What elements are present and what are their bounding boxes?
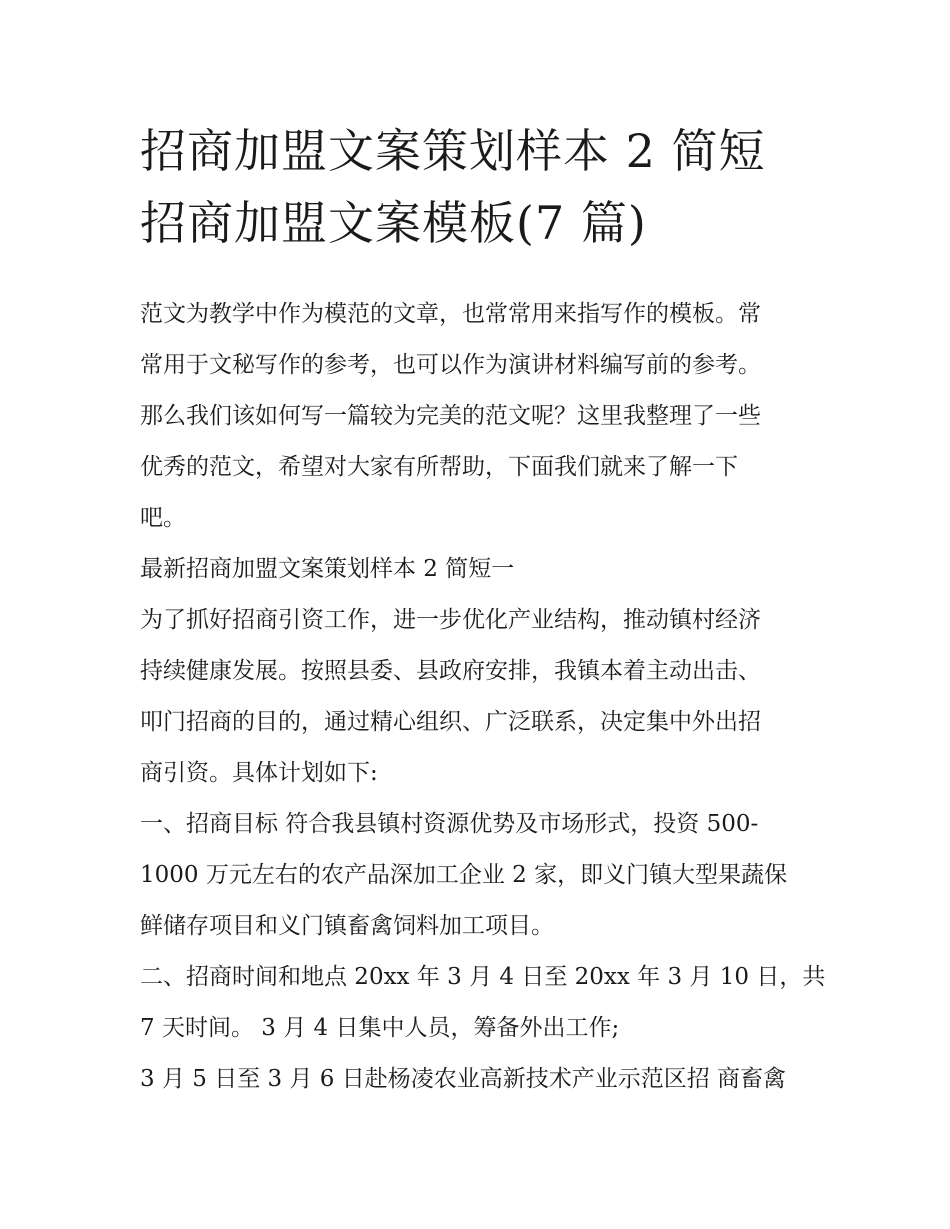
document-content bbox=[140, 115, 826, 1105]
intro-paragraph bbox=[140, 289, 820, 544]
title-line: 招商加盟文案策划样本 2 简短 bbox=[140, 124, 766, 178]
schedule-detail-paragraph bbox=[140, 1054, 820, 1105]
text-line: 二、招商时间和地点 20xx 年 3 月 4 日至 20xx 年 3 月 10 日，共 bbox=[140, 964, 826, 990]
title-line: 招商加盟文案模板(7 篇) bbox=[140, 196, 647, 250]
text-line: 持续健康发展。按照县委、县政府安排，我镇本着主动出击、 bbox=[140, 658, 761, 684]
text-line: 那么我们该如何写一篇较为完美的范文呢？这里我整理了一些 bbox=[140, 403, 761, 429]
text-line: 叩门招商的目的，通过精心组织、广泛联系，决定集中外出招 bbox=[140, 709, 761, 735]
document-title bbox=[140, 115, 820, 259]
text-line: 优秀的范文，希望对大家有所帮助，下面我们就来了解一下 bbox=[140, 454, 738, 480]
plan-paragraph bbox=[140, 595, 820, 799]
section-heading bbox=[140, 544, 820, 595]
goal-paragraph bbox=[140, 799, 820, 952]
text-line: 范文为教学中作为模范的文章，也常常用来指写作的模板。常 bbox=[140, 301, 761, 327]
text-line: 商引资。具体计划如下: bbox=[140, 760, 378, 786]
text-line: 常用于文秘写作的参考，也可以作为演讲材料编写前的参考。 bbox=[140, 352, 761, 378]
text-line: 吧。 bbox=[140, 505, 186, 531]
text-line: 最新招商加盟文案策划样本 2 简短一 bbox=[140, 556, 515, 582]
schedule-paragraph bbox=[140, 952, 826, 1054]
text-line: 鲜储存项目和义门镇畜禽饲料加工项目。 bbox=[140, 913, 554, 939]
text-line: 7 天时间。 3 月 4 日集中人员，筹备外出工作; bbox=[140, 1015, 620, 1041]
text-line: 1000 万元左右的农产品深加工企业 2 家，即义门镇大型果蔬保 bbox=[140, 862, 788, 888]
text-line: 一、招商目标 符合我县镇村资源优势及市场形式，投资 500- bbox=[140, 811, 759, 837]
text-line: 3 月 5 日至 3 月 6 日赴杨凌农业高新技术产业示范区招 商畜禽 bbox=[140, 1066, 787, 1092]
text-line: 为了抓好招商引资工作，进一步优化产业结构，推动镇村经济 bbox=[140, 607, 761, 633]
